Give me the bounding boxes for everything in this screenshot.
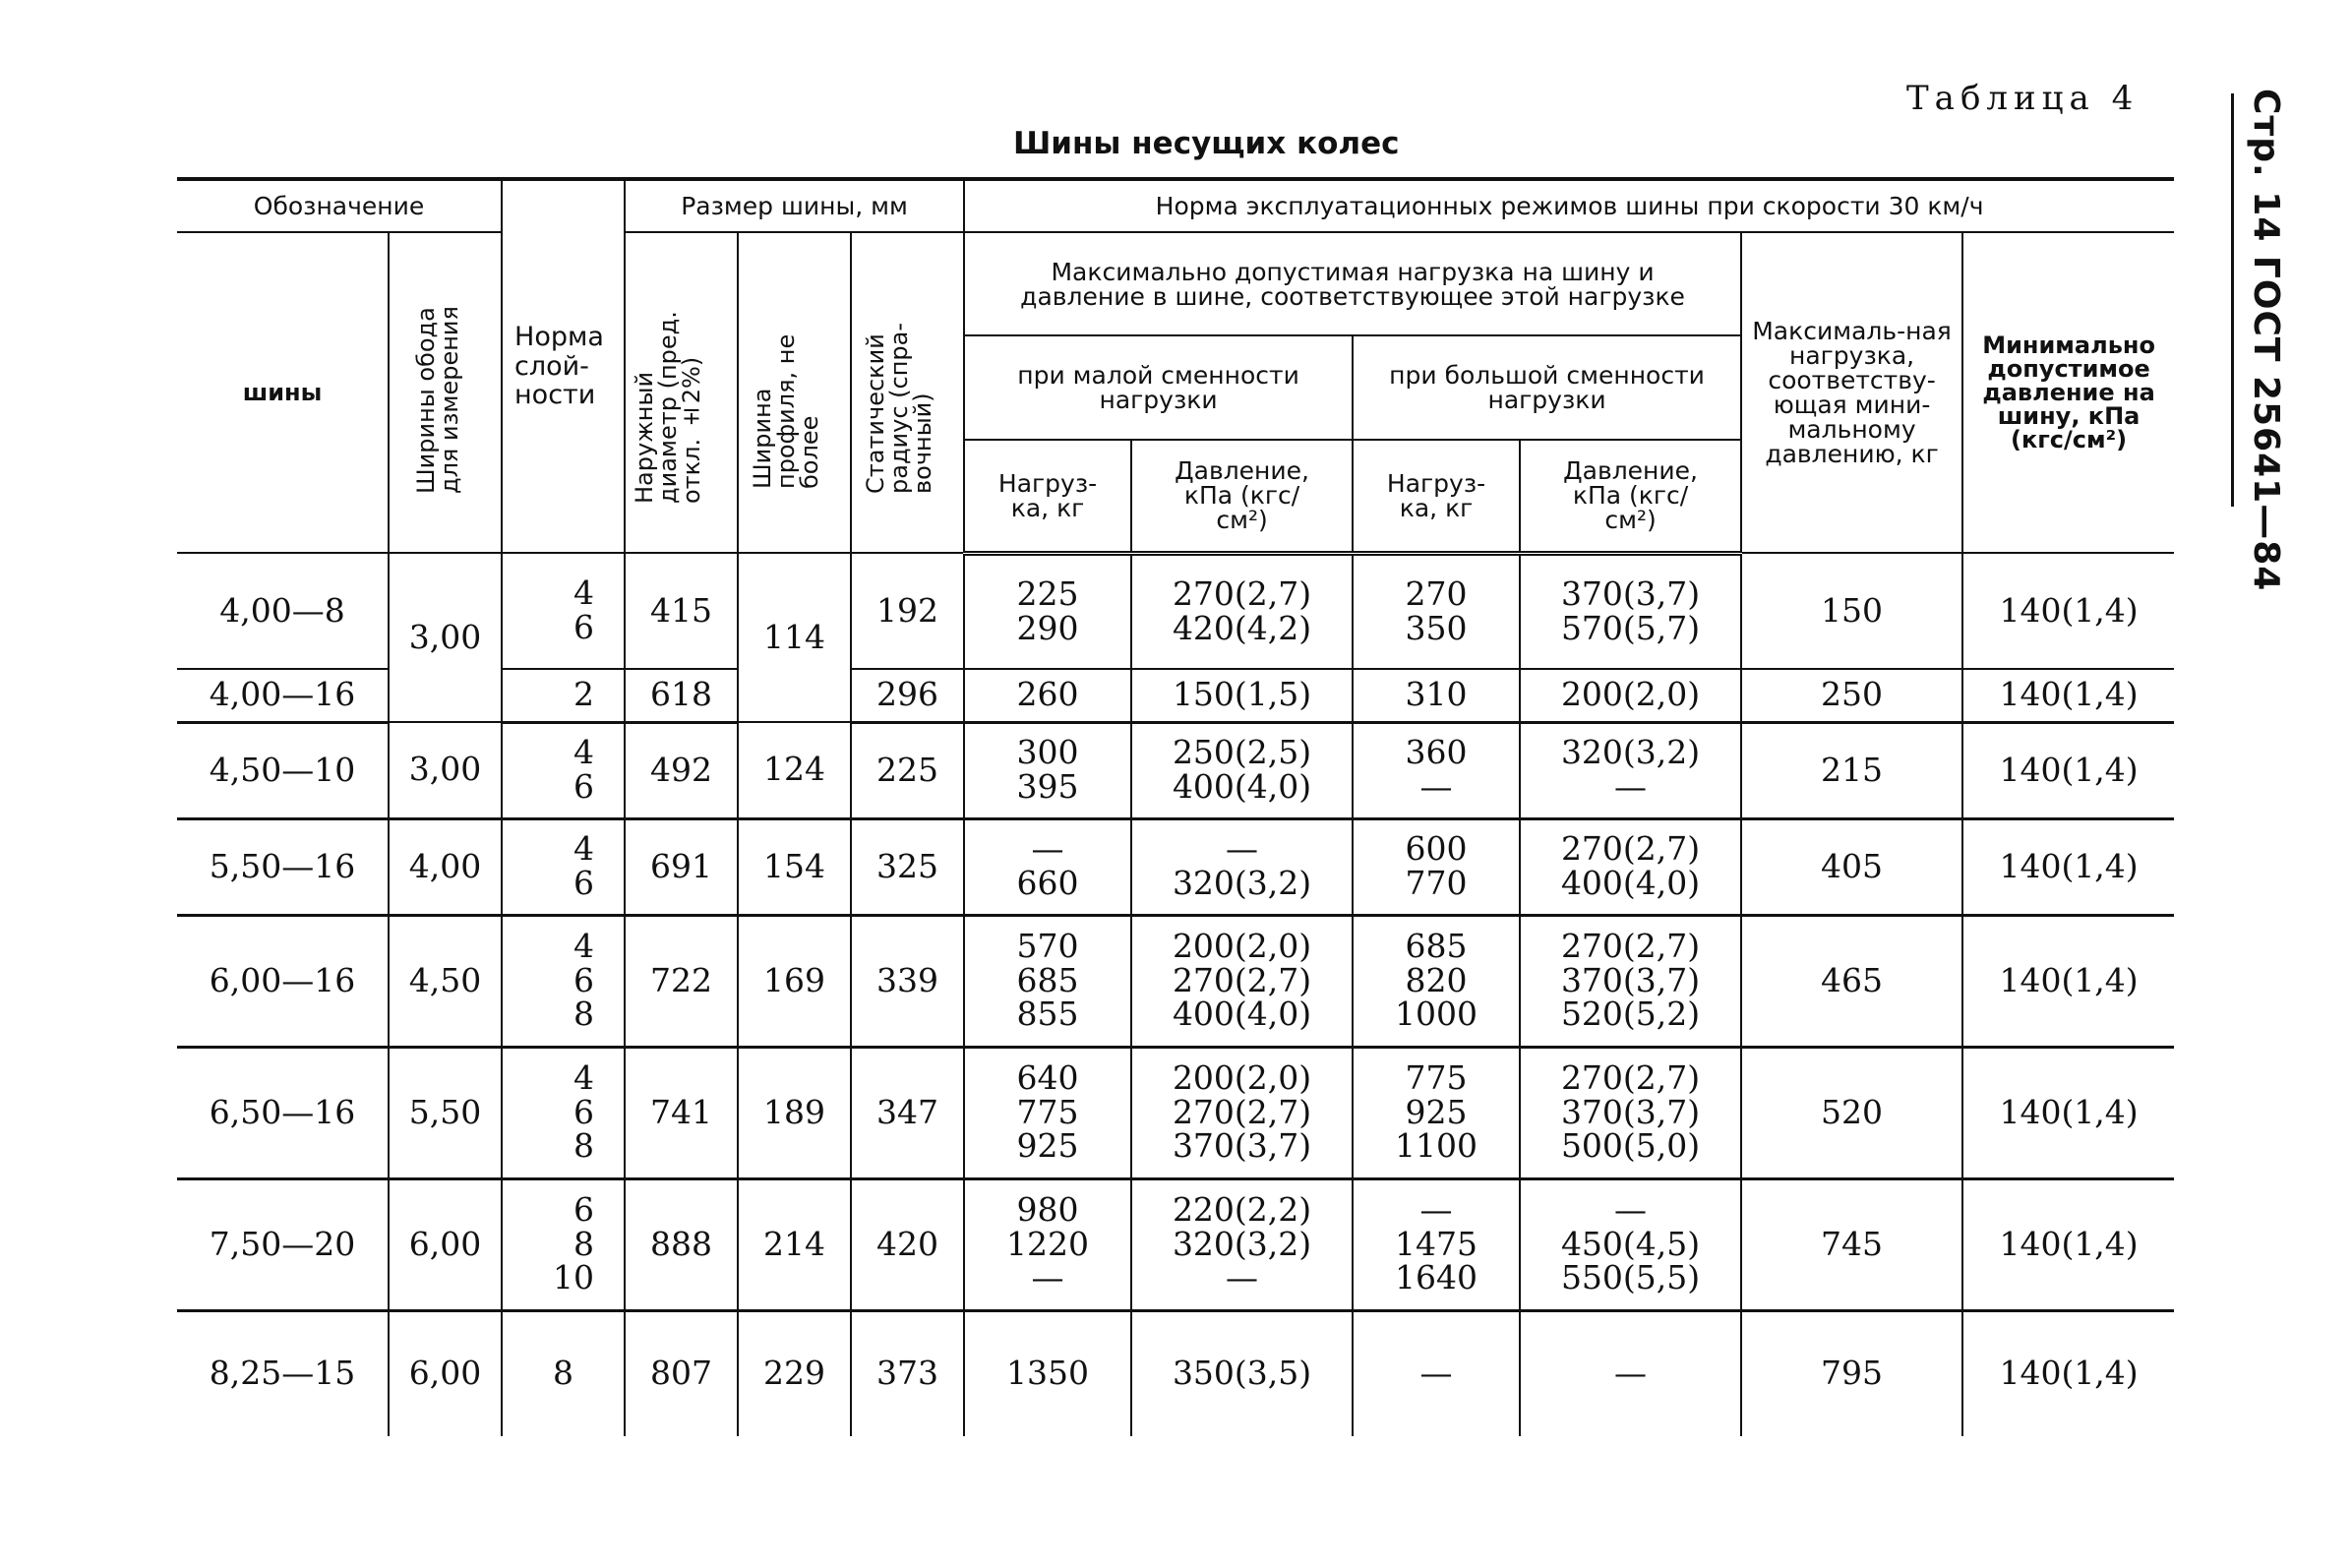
cell-high-load xyxy=(1353,553,1520,669)
cell-min-pressure: 140(1,4) xyxy=(1962,722,2174,818)
cell-value: 400(4,0) xyxy=(1560,864,1701,902)
cell-diameter: 741 xyxy=(625,1047,738,1178)
cell-tire: 6,50—16 xyxy=(177,1047,389,1178)
cell-max-load: 465 xyxy=(1741,915,1962,1047)
cell-radius: 347 xyxy=(851,1047,964,1178)
cell-ply-value: 6 xyxy=(573,767,595,806)
cell-low-pressure xyxy=(1131,1178,1353,1310)
cell-value: 520(5,2) xyxy=(1560,995,1701,1034)
cell-ply xyxy=(502,818,625,915)
table-number-label: Таблица 4 xyxy=(1906,79,2140,118)
table-row xyxy=(177,915,2174,1047)
cell-radius: 296 xyxy=(851,669,964,722)
cell-value: 270(2,7) xyxy=(1172,574,1312,614)
cell-ply xyxy=(502,1047,625,1178)
cell-value: 200(2,0) xyxy=(1172,927,1312,966)
cell-value: 370(3,7) xyxy=(1560,960,1701,999)
cell-ply-value: 4 xyxy=(573,573,595,613)
cell-rim: 6,00 xyxy=(389,1310,502,1436)
cell-value: 925 xyxy=(1016,1126,1079,1166)
cell-value: 640 xyxy=(1016,1058,1079,1098)
cell-low-load xyxy=(964,915,1131,1047)
cell-max-load: 795 xyxy=(1741,1310,1962,1436)
header-outer-diameter-text: Наружный диаметр (пред. откл. ±2%) xyxy=(630,311,705,504)
cell-value: 395 xyxy=(1016,767,1079,806)
cell-radius: 192 xyxy=(851,553,964,669)
cell-ply-value: 6 xyxy=(573,1092,595,1131)
cell-width: 124 xyxy=(738,722,851,818)
header-designation: Обозначение xyxy=(177,179,502,232)
header-tire: шины xyxy=(177,232,389,553)
header-ply-rating-text: Норма слой-ности xyxy=(514,321,604,411)
cell-min-pressure: 140(1,4) xyxy=(1962,669,2174,722)
header-low-load: Нагруз-ка, кг xyxy=(964,440,1131,553)
cell-tire: 4,00—16 xyxy=(177,669,389,722)
cell-tire: 4,00—8 xyxy=(177,553,389,669)
cell-ply xyxy=(502,553,625,669)
cell-value: 925 xyxy=(1405,1092,1468,1131)
cell-max-load: 215 xyxy=(1741,722,1962,818)
cell-rim: 3,00 xyxy=(389,722,502,818)
cell-value: 300 xyxy=(1016,733,1079,772)
cell-ply-value: 4 xyxy=(573,927,595,966)
header-rim-width-text: Ширины обода для измерения xyxy=(411,306,463,494)
cell-value: 270 xyxy=(1405,574,1468,614)
cell-diameter: 807 xyxy=(625,1310,738,1436)
cell-value: 320(3,2) xyxy=(1172,1224,1312,1263)
cell-rim: 3,00 xyxy=(389,553,502,722)
cell-low-pressure: 350(3,5) xyxy=(1131,1310,1353,1436)
cell-diameter: 492 xyxy=(625,722,738,818)
cell-value: 350 xyxy=(1405,608,1468,647)
cell-value: 855 xyxy=(1016,995,1079,1034)
header-max-load-min-pressure: Максималь-ная нагрузка, соответству-ющая мини-мальному давлению, кг xyxy=(1741,232,1962,553)
cell-low-pressure xyxy=(1131,915,1353,1047)
cell-high-pressure: — xyxy=(1520,1310,1741,1436)
cell-rim: 4,50 xyxy=(389,915,502,1047)
cell-value: 320(3,2) xyxy=(1172,864,1312,902)
cell-value: 770 xyxy=(1405,864,1468,902)
header-static-radius-text: Статический радиус (спра-вочный) xyxy=(861,322,936,494)
tire-table xyxy=(177,177,2174,1436)
cell-low-pressure xyxy=(1131,722,1353,818)
cell-value: 1100 xyxy=(1395,1126,1478,1166)
cell-low-load xyxy=(964,1178,1131,1310)
cell-min-pressure: 140(1,4) xyxy=(1962,553,2174,669)
cell-ply-value: 8 xyxy=(573,1224,595,1263)
cell-value: 270(2,7) xyxy=(1560,829,1701,869)
cell-high-load xyxy=(1353,1047,1520,1178)
header-tire-size: Размер шины, мм xyxy=(625,179,964,232)
cell-value: 370(3,7) xyxy=(1560,574,1701,614)
cell-low-load xyxy=(964,722,1131,818)
cell-max-load: 405 xyxy=(1741,818,1962,915)
cell-ply xyxy=(502,915,625,1047)
cell-low-load xyxy=(964,818,1131,915)
cell-value: 1220 xyxy=(1006,1224,1090,1263)
cell-value: 820 xyxy=(1405,960,1468,999)
table-row xyxy=(177,1047,2174,1178)
table-row xyxy=(177,1178,2174,1310)
cell-value: 685 xyxy=(1405,927,1468,966)
cell-high-pressure xyxy=(1520,818,1741,915)
header-outer-diameter xyxy=(625,232,738,553)
cell-value: 270(2,7) xyxy=(1560,927,1701,966)
cell-value: 270(2,7) xyxy=(1172,960,1312,999)
cell-max-load: 520 xyxy=(1741,1047,1962,1178)
cell-value: 570(5,7) xyxy=(1560,608,1701,647)
cell-value: 370(3,7) xyxy=(1560,1092,1701,1131)
cell-value: 400(4,0) xyxy=(1172,995,1312,1034)
table-title: Шины несущих колес xyxy=(1013,126,1400,161)
cell-value: 270(2,7) xyxy=(1560,1058,1701,1098)
cell-min-pressure: 140(1,4) xyxy=(1962,1310,2174,1436)
cell-value: 400(4,0) xyxy=(1172,767,1312,806)
cell-high-load xyxy=(1353,722,1520,818)
cell-radius: 373 xyxy=(851,1310,964,1436)
cell-ply-value: 10 xyxy=(553,1258,595,1297)
cell-radius: 339 xyxy=(851,915,964,1047)
cell-max-load: 250 xyxy=(1741,669,1962,722)
header-rim-width xyxy=(389,232,502,553)
cell-value: — xyxy=(1614,767,1648,806)
cell-value: 500(5,0) xyxy=(1560,1126,1701,1166)
cell-value: 550(5,5) xyxy=(1560,1258,1701,1297)
cell-value: 200(2,0) xyxy=(1172,1058,1312,1098)
cell-tire: 8,25—15 xyxy=(177,1310,389,1436)
cell-ply-value: 4 xyxy=(573,1058,595,1098)
cell-value: — xyxy=(1419,767,1453,806)
cell-ply: 2 xyxy=(502,669,625,722)
cell-value: 570 xyxy=(1016,927,1079,966)
cell-low-load xyxy=(964,1047,1131,1178)
cell-high-load xyxy=(1353,1178,1520,1310)
cell-ply-value: 8 xyxy=(573,995,595,1034)
side-rule xyxy=(2231,93,2234,507)
table-row xyxy=(177,553,2174,669)
cell-high-pressure xyxy=(1520,722,1741,818)
cell-radius: 325 xyxy=(851,818,964,915)
cell-value: — xyxy=(1226,829,1259,869)
header-profile-width xyxy=(738,232,851,553)
cell-radius: 225 xyxy=(851,722,964,818)
header-high-change: при большой сменности нагрузки xyxy=(1353,335,1741,440)
cell-value: — xyxy=(1031,1258,1064,1297)
cell-width: 214 xyxy=(738,1178,851,1310)
cell-min-pressure: 140(1,4) xyxy=(1962,915,2174,1047)
cell-ply-value: 4 xyxy=(573,829,595,869)
table-body xyxy=(177,553,2174,1436)
cell-tire: 7,50—20 xyxy=(177,1178,389,1310)
header-low-pressure: Давление, кПа (кгс/см²) xyxy=(1131,440,1353,553)
cell-low-pressure xyxy=(1131,553,1353,669)
cell-tire: 6,00—16 xyxy=(177,915,389,1047)
cell-width: 114 xyxy=(738,553,851,722)
cell-ply-value: 6 xyxy=(573,960,595,999)
cell-value: — xyxy=(1419,1190,1453,1230)
cell-diameter: 722 xyxy=(625,915,738,1047)
table-header xyxy=(177,179,2174,553)
cell-low-pressure: 150(1,5) xyxy=(1131,669,1353,722)
cell-value: 600 xyxy=(1405,829,1468,869)
cell-ply-value: 6 xyxy=(573,864,595,902)
table-row xyxy=(177,722,2174,818)
cell-value: 980 xyxy=(1016,1190,1079,1230)
cell-ply xyxy=(502,722,625,818)
cell-value: 320(3,2) xyxy=(1560,733,1701,772)
cell-min-pressure: 140(1,4) xyxy=(1962,818,2174,915)
cell-rim: 6,00 xyxy=(389,1178,502,1310)
cell-ply: 8 xyxy=(502,1310,625,1436)
header-operating-norm: Норма эксплуатационных режимов шины при скорости 30 км/ч xyxy=(964,179,2174,232)
cell-diameter: 888 xyxy=(625,1178,738,1310)
cell-value: — xyxy=(1614,1190,1648,1230)
cell-ply-value: 6 xyxy=(573,608,595,646)
cell-value: 290 xyxy=(1016,608,1079,647)
cell-value: 370(3,7) xyxy=(1172,1126,1312,1166)
cell-value: — xyxy=(1226,1258,1259,1297)
cell-value: 420(4,2) xyxy=(1172,608,1312,647)
header-static-radius xyxy=(851,232,964,553)
cell-high-pressure xyxy=(1520,915,1741,1047)
cell-ply-value: 6 xyxy=(573,1190,595,1230)
header-max-load-pressure: Максимально допустимая нагрузка на шину и давление в шине, соответствующее этой нагрузке xyxy=(964,232,1741,335)
header-min-pressure: Минимально допустимое давление на шину, кПа (кгс/см²) xyxy=(1962,232,2174,553)
table-row xyxy=(177,818,2174,915)
cell-value: 225 xyxy=(1016,574,1079,614)
table-row xyxy=(177,1310,2174,1436)
cell-high-pressure xyxy=(1520,1047,1741,1178)
cell-width: 229 xyxy=(738,1310,851,1436)
header-low-change: при малой сменности нагрузки xyxy=(964,335,1353,440)
cell-max-load: 150 xyxy=(1741,553,1962,669)
cell-width: 189 xyxy=(738,1047,851,1178)
cell-diameter: 618 xyxy=(625,669,738,722)
header-high-pressure: Давление, кПа (кгс/см²) xyxy=(1520,440,1741,553)
cell-diameter: 415 xyxy=(625,553,738,669)
header-profile-width-text: Ширина профиля, не более xyxy=(748,333,823,489)
cell-ply-value: 8 xyxy=(573,1126,595,1166)
page-side-header: Стр. 14 ГОСТ 25641—84 xyxy=(2246,89,2286,592)
cell-value: 450(4,5) xyxy=(1560,1224,1701,1263)
cell-high-load: 310 xyxy=(1353,669,1520,722)
cell-value: 250(2,5) xyxy=(1172,733,1312,772)
cell-value: 685 xyxy=(1016,960,1079,999)
cell-high-pressure xyxy=(1520,1178,1741,1310)
cell-diameter: 691 xyxy=(625,818,738,915)
cell-tire: 4,50—10 xyxy=(177,722,389,818)
cell-rim: 5,50 xyxy=(389,1047,502,1178)
cell-ply xyxy=(502,1178,625,1310)
cell-value: 270(2,7) xyxy=(1172,1092,1312,1131)
cell-value: 220(2,2) xyxy=(1172,1190,1312,1230)
cell-value: 1640 xyxy=(1395,1258,1478,1297)
cell-width: 154 xyxy=(738,818,851,915)
cell-value: 775 xyxy=(1016,1092,1079,1131)
cell-high-pressure: 200(2,0) xyxy=(1520,669,1741,722)
cell-low-pressure xyxy=(1131,1047,1353,1178)
cell-value: — xyxy=(1031,829,1064,869)
cell-radius: 420 xyxy=(851,1178,964,1310)
cell-low-load xyxy=(964,553,1131,669)
header-ply-rating xyxy=(502,179,625,553)
cell-value: 775 xyxy=(1405,1058,1468,1098)
cell-value: 1475 xyxy=(1395,1224,1478,1263)
cell-value: 660 xyxy=(1016,864,1079,902)
cell-high-pressure xyxy=(1520,553,1741,669)
header-high-load: Нагруз-ка, кг xyxy=(1353,440,1520,553)
cell-high-load xyxy=(1353,915,1520,1047)
cell-value: 360 xyxy=(1405,733,1468,772)
cell-value: 1000 xyxy=(1395,995,1478,1034)
cell-low-pressure xyxy=(1131,818,1353,915)
cell-max-load: 745 xyxy=(1741,1178,1962,1310)
cell-low-load: 260 xyxy=(964,669,1131,722)
cell-low-load: 1350 xyxy=(964,1310,1131,1436)
cell-ply-value: 4 xyxy=(573,733,595,772)
cell-width: 169 xyxy=(738,915,851,1047)
cell-tire: 5,50—16 xyxy=(177,818,389,915)
cell-rim: 4,00 xyxy=(389,818,502,915)
cell-high-load xyxy=(1353,818,1520,915)
cell-min-pressure: 140(1,4) xyxy=(1962,1178,2174,1310)
cell-min-pressure: 140(1,4) xyxy=(1962,1047,2174,1178)
cell-high-load: — xyxy=(1353,1310,1520,1436)
